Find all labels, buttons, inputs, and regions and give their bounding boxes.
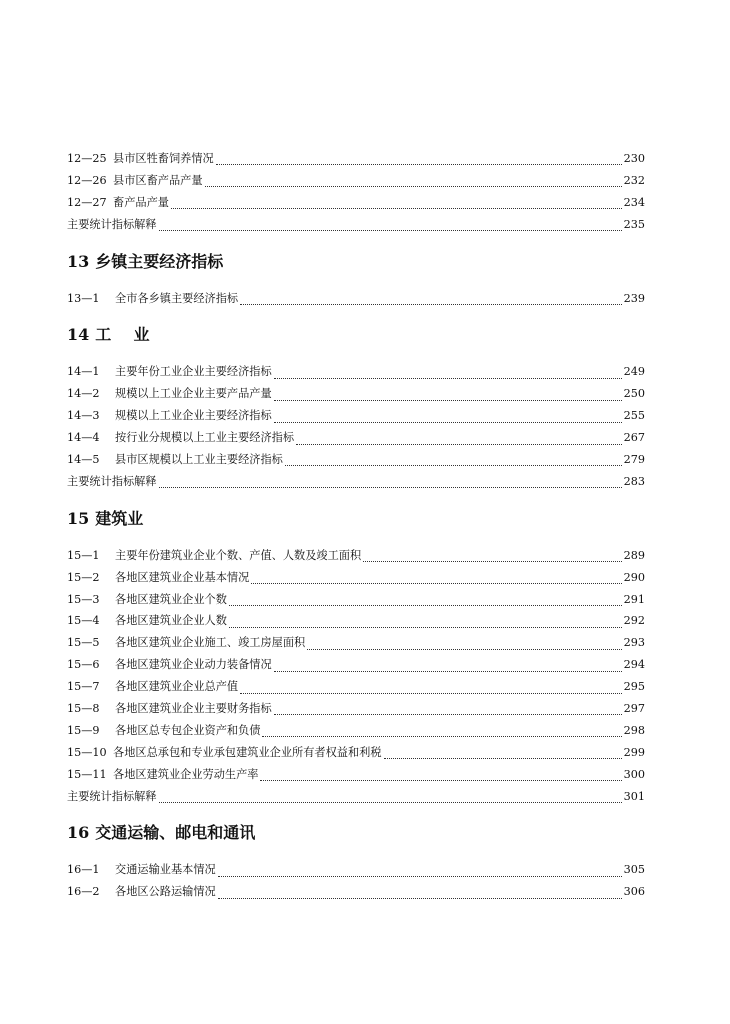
page-number: 297	[623, 702, 645, 716]
chapter-title: 工 业	[95, 325, 150, 345]
dot-leader	[384, 750, 622, 759]
page-number: 301	[623, 789, 645, 803]
toc-entry[interactable]	[67, 383, 645, 405]
page-number: 292	[623, 614, 645, 628]
toc-entry[interactable]	[67, 589, 645, 611]
page-number: 298	[623, 723, 645, 737]
chapter-heading	[67, 820, 645, 846]
dot-leader	[296, 436, 622, 445]
page-number: 267	[623, 431, 645, 445]
entry-title: 各地区总专包企业资产和负债	[115, 723, 261, 737]
toc-entry[interactable]	[67, 654, 645, 676]
toc-entry[interactable]	[67, 676, 645, 698]
entry-number: 15—11	[67, 767, 107, 781]
entry-number: 15—3	[67, 592, 100, 606]
page-number: 232	[623, 173, 645, 187]
chapter-number: 16	[67, 823, 90, 843]
entry-number: 15—7	[67, 680, 100, 694]
page-number: 279	[623, 453, 645, 467]
toc-entry[interactable]	[67, 361, 645, 383]
page-number: 234	[623, 195, 645, 209]
toc-entry[interactable]	[67, 405, 645, 427]
entry-number: 15—9	[67, 723, 100, 737]
chapter-title: 交通运输、邮电和通讯	[95, 823, 256, 843]
toc-entry[interactable]	[67, 742, 645, 764]
chapter-number: 14	[67, 325, 90, 345]
toc-entry[interactable]	[67, 881, 645, 903]
entry-title: 各地区建筑业企业人数	[115, 614, 227, 628]
chapter-heading	[67, 249, 645, 275]
dot-leader	[159, 222, 622, 231]
entry-title: 按行业分规模以上工业主要经济指标	[115, 431, 295, 445]
entry-title: 畜产品产量	[113, 195, 169, 209]
dot-leader	[274, 663, 622, 672]
page-number: 295	[623, 680, 645, 694]
page-number: 235	[623, 217, 645, 231]
dot-leader	[274, 414, 622, 423]
dot-leader	[229, 619, 622, 628]
entry-number: 12—27	[67, 195, 107, 209]
chapter-heading	[67, 322, 645, 348]
entry-number: 16—2	[67, 885, 100, 899]
table-of-contents	[67, 148, 645, 903]
entry-number: 16—1	[67, 863, 100, 877]
page-number: 305	[623, 863, 645, 877]
entry-number: 15—5	[67, 636, 100, 650]
entry-title: 各地区总承包和专业承包建筑业企业所有者权益和利税	[113, 745, 382, 759]
entry-title: 各地区建筑业企业总产值	[115, 680, 239, 694]
entry-number: 15—2	[67, 570, 100, 584]
dot-leader	[240, 296, 622, 305]
toc-entry[interactable]	[67, 720, 645, 742]
entry-title: 各地区建筑业企业基本情况	[115, 570, 250, 584]
entry-title: 县市区规模以上工业主要经济指标	[115, 453, 283, 467]
page-number: 239	[623, 291, 645, 305]
dot-leader	[171, 200, 622, 209]
entry-number: 15—1	[67, 548, 100, 562]
dot-leader	[240, 685, 622, 694]
entry-title: 交通运输业基本情况	[115, 863, 216, 877]
page-number: 230	[623, 152, 645, 165]
toc-entry[interactable]	[67, 471, 645, 493]
page-number: 306	[623, 885, 645, 899]
entry-title: 各地区建筑业企业施工、竣工房屋面积	[115, 636, 306, 650]
dot-leader	[218, 868, 622, 877]
page-number: 294	[623, 658, 645, 672]
toc-entry[interactable]	[67, 859, 645, 881]
entry-title: 各地区建筑业企业个数	[115, 592, 227, 606]
entry-number: 14—5	[67, 453, 100, 467]
toc-entry[interactable]	[67, 632, 645, 654]
entry-title: 规模以上工业企业主要产品产量	[115, 387, 272, 401]
dot-leader	[363, 553, 622, 562]
page-number: 250	[623, 387, 645, 401]
entry-number: 14—2	[67, 387, 100, 401]
entry-number: 12—25	[67, 152, 107, 165]
entry-title: 规模以上工业企业主要经济指标	[115, 409, 272, 423]
entry-title: 各地区建筑业企业劳动生产率	[113, 767, 259, 781]
toc-entry[interactable]	[67, 288, 645, 310]
entry-number: 14—3	[67, 409, 100, 423]
toc-entry[interactable]	[67, 449, 645, 471]
toc-entry[interactable]	[67, 545, 645, 567]
entry-title: 主要统计指标解释	[67, 789, 157, 803]
entry-title: 县市区牲畜饲养情况	[113, 152, 214, 165]
entry-number: 15—8	[67, 702, 100, 716]
dot-leader	[285, 457, 622, 466]
toc-entry[interactable]	[67, 192, 645, 214]
toc-entry[interactable]	[67, 427, 645, 449]
page-number: 293	[623, 636, 645, 650]
page-number: 300	[623, 767, 645, 781]
toc-entry[interactable]	[67, 764, 645, 786]
entry-number: 15—10	[67, 745, 107, 759]
dot-leader	[260, 772, 621, 781]
chapter-heading	[67, 506, 645, 532]
dot-leader	[274, 370, 622, 379]
entry-title: 各地区公路运输情况	[115, 885, 216, 899]
page-number: 249	[623, 365, 645, 379]
entry-title: 主要统计指标解释	[67, 217, 157, 231]
dot-leader	[262, 728, 621, 737]
page-number: 291	[623, 592, 645, 606]
dot-leader	[274, 706, 622, 715]
entry-title: 各地区建筑业企业动力装备情况	[115, 658, 272, 672]
entry-title: 全市各乡镇主要经济指标	[115, 291, 239, 305]
toc-entry[interactable]	[67, 567, 645, 589]
toc-entry[interactable]	[67, 786, 645, 808]
entry-title: 主要年份建筑业企业个数、产值、人数及竣工面积	[115, 548, 362, 562]
entry-number: 14—4	[67, 431, 100, 445]
entry-number: 13—1	[67, 291, 100, 305]
dot-leader	[218, 890, 622, 899]
dot-leader	[229, 597, 622, 606]
dot-leader	[307, 641, 621, 650]
entry-title: 各地区建筑业企业主要财务指标	[115, 702, 272, 716]
toc-entry[interactable]	[67, 610, 645, 632]
toc-entry[interactable]	[67, 698, 645, 720]
page-number: 289	[623, 548, 645, 562]
chapter-number: 13	[67, 251, 90, 271]
entry-number: 15—6	[67, 658, 100, 672]
dot-leader	[205, 178, 622, 187]
page-number: 290	[623, 570, 645, 584]
dot-leader	[251, 575, 621, 584]
dot-leader	[216, 156, 622, 165]
dot-leader	[159, 794, 622, 803]
entry-number: 14—1	[67, 365, 100, 379]
toc-entry[interactable]	[67, 214, 645, 236]
dot-leader	[274, 392, 622, 401]
entry-title: 主要统计指标解释	[67, 474, 157, 488]
entry-number: 15—4	[67, 614, 100, 628]
toc-entry[interactable]	[67, 148, 645, 170]
entry-number: 12—26	[67, 173, 107, 187]
entry-title: 县市区畜产品产量	[113, 173, 203, 187]
entry-title: 主要年份工业企业主要经济指标	[115, 365, 272, 379]
page-number: 283	[623, 474, 645, 488]
chapter-title: 乡镇主要经济指标	[95, 251, 224, 271]
dot-leader	[159, 479, 622, 488]
page-number: 299	[623, 745, 645, 759]
toc-entry[interactable]	[67, 170, 645, 192]
chapter-title: 建筑业	[95, 508, 144, 528]
page-number: 255	[623, 409, 645, 423]
chapter-number: 15	[67, 508, 90, 528]
